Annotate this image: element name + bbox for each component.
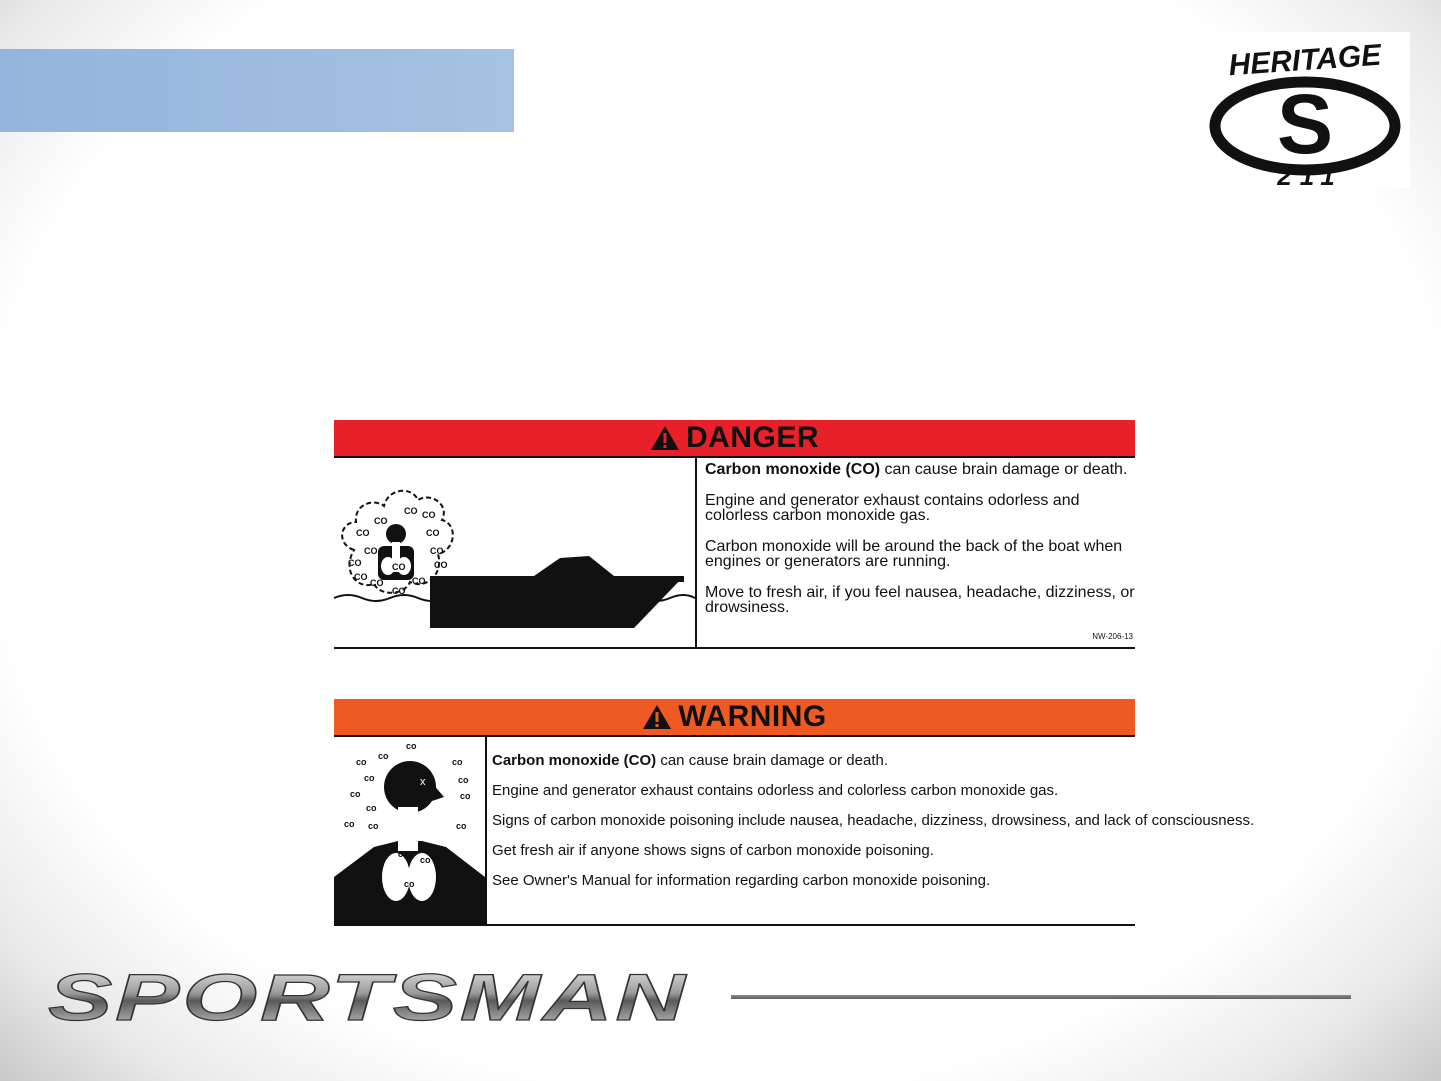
label-line: [705, 585, 1135, 615]
co-molecule-icon: co: [458, 775, 469, 785]
heritage-211-logo: [1200, 32, 1410, 191]
label-line: [705, 462, 1135, 477]
label-line-text: Engine and generator exhaust contains odorless and colorless carbon monoxide gas.: [705, 492, 1080, 524]
danger-label-code: NW-206-13: [1092, 632, 1133, 641]
label-line: [705, 539, 1135, 569]
co-molecule-icon: CO: [374, 516, 388, 526]
label-line: [492, 783, 1254, 798]
label-line-text: Carbon monoxide will be around the back of the boat when engines or generators are running.: [705, 538, 1123, 570]
co-molecule-icon: co: [456, 821, 467, 831]
co-molecule-icon: co: [452, 757, 463, 767]
co-molecule-icon: CO: [392, 586, 406, 596]
warning-signal-word: WARNING: [678, 700, 827, 733]
co-molecule-icon: CO: [422, 510, 436, 520]
co-molecule-icon: CO: [430, 546, 444, 556]
co-molecule-icon: CO: [354, 572, 368, 582]
warning-pictogram: [334, 737, 487, 924]
warning-message: [487, 737, 1254, 924]
danger-label: [334, 420, 1135, 649]
co-molecule-icon: co: [368, 821, 379, 831]
co-molecule-icon: co: [378, 751, 389, 761]
label-line-bold: Carbon monoxide (CO): [705, 461, 881, 478]
label-line-text: Signs of carbon monoxide poisoning include nausea, headache, dizziness, drowsiness, and lack of consciousness.: [492, 812, 1255, 829]
co-molecule-icon: CO: [404, 506, 418, 516]
co-molecule-icon: co: [344, 819, 355, 829]
co-molecule-icon: CO: [370, 578, 384, 588]
svg-text:x: x: [420, 776, 426, 788]
co-molecule-icon: CO: [348, 558, 362, 568]
warning-header: [334, 699, 1135, 737]
co-molecule-icon: co: [364, 773, 375, 783]
danger-pictogram: [334, 458, 697, 647]
co-molecule-icon: CO: [412, 576, 426, 586]
label-line-text: See Owner's Manual for information regarding carbon monoxide poisoning.: [492, 872, 991, 889]
danger-message: [697, 458, 1135, 647]
label-line-text: Engine and generator exhaust contains odorless and colorless carbon monoxide gas.: [492, 782, 1059, 799]
heritage-logo-title: HERITAGE: [1227, 38, 1383, 83]
label-line-text: Get fresh air if anyone shows signs of carbon monoxide poisoning.: [492, 842, 934, 859]
slide-title-bar: [0, 49, 514, 132]
co-molecule-icon: co: [356, 757, 367, 767]
co-molecule-icon: CO: [364, 546, 378, 556]
co-molecule-icon: co: [350, 789, 361, 799]
sportsman-logo: [40, 962, 700, 1032]
danger-header: [334, 420, 1135, 458]
co-molecule-icon: co: [460, 791, 471, 801]
warning-label: [334, 699, 1255, 926]
heritage-logo-letter: S: [1276, 77, 1334, 171]
co-molecule-icon: co: [420, 855, 431, 865]
danger-signal-word: DANGER: [685, 421, 819, 454]
label-line: [492, 753, 1254, 768]
co-molecule-icon: CO: [356, 528, 370, 538]
co-molecule-icon: co: [366, 803, 377, 813]
label-line-bold: Carbon monoxide (CO): [492, 752, 657, 769]
co-molecule-icon: co: [404, 879, 415, 889]
co-molecule-icon: co: [456, 889, 467, 899]
co-molecule-icon: CO: [434, 560, 448, 570]
label-line: [492, 873, 1254, 888]
co-molecule-icon: co: [398, 849, 409, 859]
label-line: [492, 843, 1254, 858]
label-line-text: Move to fresh air, if you feel nausea, headache, dizziness, or drowsiness.: [705, 584, 1135, 616]
co-molecule-icon: CO: [392, 562, 406, 572]
label-line-text: can cause brain damage or death.: [880, 461, 1128, 478]
label-line-text: can cause brain damage or death.: [656, 752, 888, 769]
warning-triangle-icon: [650, 425, 680, 451]
boat-icon: [430, 556, 684, 628]
heritage-logo-model: 211: [1277, 161, 1343, 191]
label-line: [705, 493, 1135, 523]
person-profile-icon: [334, 761, 485, 924]
co-molecule-icon: co: [406, 741, 417, 751]
sportsman-brand-text: SPORTSMAN: [48, 960, 688, 1034]
co-molecule-icon: CO: [426, 528, 440, 538]
warning-triangle-icon: [642, 704, 672, 730]
footer-divider: [731, 995, 1351, 999]
co-molecule-icon: co: [356, 889, 367, 899]
label-line: [492, 813, 1254, 828]
